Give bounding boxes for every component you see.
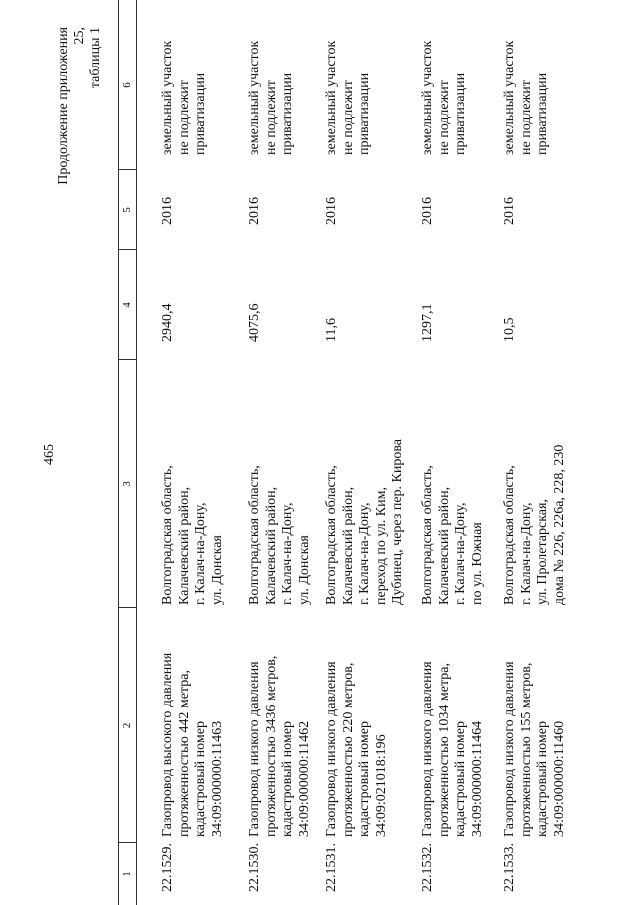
- object-name-line: протяженностью 442 метра,: [176, 670, 192, 837]
- continuation-line-1: Продолжение приложения 25,: [56, 27, 87, 185]
- address-line: г. Калач-на-Дону,: [453, 502, 468, 605]
- object-name: [420, 607, 486, 837]
- address-line: г. Калач-на-Дону,: [357, 502, 372, 605]
- header-col-4: 4: [121, 302, 133, 308]
- address-line: Калачевский район,: [176, 486, 192, 605]
- note-line: приватизации: [357, 72, 372, 155]
- note-line: не подлежит: [340, 80, 356, 155]
- object-name-line: Газопровод низкого давления: [502, 661, 517, 837]
- object-name-line: 34:09:000000:11464: [469, 720, 485, 837]
- object-name: [247, 607, 313, 837]
- header-col-1: 1: [121, 871, 133, 877]
- object-address: [420, 375, 486, 605]
- note-line: земельный участок: [502, 40, 517, 155]
- header-col-5: 5: [121, 207, 133, 213]
- area-value: 10,5: [502, 317, 517, 342]
- row-number: 22.1530.: [247, 843, 262, 892]
- year-value: 2016: [324, 197, 339, 225]
- note-line: не подлежит: [518, 80, 534, 155]
- address-line: Волгоградская область,: [160, 465, 175, 605]
- address-line: Волгоградская область,: [247, 465, 262, 605]
- object-name-line: кадастровый номер: [453, 721, 468, 837]
- object-name-line: Газопровод низкого давления: [247, 661, 262, 837]
- note: [502, 25, 552, 155]
- address-line: Волгоградская область,: [502, 465, 517, 605]
- address-line: Дубинец, через пер. Кирова: [390, 438, 405, 605]
- continuation-line-2: таблицы 1: [88, 27, 103, 89]
- row-number: 22.1532.: [420, 843, 435, 892]
- address-line: по ул. Южная: [469, 522, 485, 605]
- area-value: 1297,1: [420, 303, 435, 342]
- address-line: г. Калач-на-Дону,: [193, 502, 208, 605]
- object-address: [502, 375, 568, 605]
- note: [247, 25, 297, 155]
- note-line: приватизации: [193, 72, 208, 155]
- continuation-note: [56, 27, 104, 187]
- object-address: [247, 375, 313, 605]
- object-address: [324, 375, 407, 605]
- year-value: 2016: [247, 197, 262, 225]
- address-line: г. Калач-на-Дону,: [280, 502, 295, 605]
- note-line: не подлежит: [436, 80, 452, 155]
- area-value: 4075,6: [247, 303, 262, 342]
- address-line: дома № 226, 226а, 228, 230: [551, 444, 567, 605]
- note-line: земельный участок: [160, 40, 175, 155]
- address-line: ул. Донская: [209, 535, 225, 605]
- address-line: Калачевский район,: [340, 486, 356, 605]
- object-name-line: кадастровый номер: [280, 721, 295, 837]
- address-line: Калачевский район,: [436, 486, 452, 605]
- note-line: земельный участок: [420, 40, 435, 155]
- object-name-line: Газопровод низкого давления: [420, 661, 435, 837]
- note-line: не подлежит: [176, 80, 192, 155]
- note-line: приватизации: [453, 72, 468, 155]
- address-line: Волгоградская область,: [420, 465, 435, 605]
- row-number: 22.1531.: [324, 843, 339, 892]
- year-value: 2016: [160, 197, 175, 225]
- row-number: 22.1533.: [502, 843, 517, 892]
- area-value: 11,6: [324, 318, 339, 342]
- object-name: [160, 607, 226, 837]
- object-name-line: 34:09:000000:11462: [296, 720, 312, 837]
- object-name: [324, 607, 390, 837]
- object-name-line: Газопровод низкого давления: [324, 661, 339, 837]
- area-value: 2940,4: [160, 303, 175, 342]
- note-line: приватизации: [280, 72, 295, 155]
- note: [324, 25, 374, 155]
- address-line: переход по ул. Ким,: [373, 487, 389, 605]
- note-line: земельный участок: [324, 40, 339, 155]
- object-name-line: протяженностью 1034 метра,: [436, 663, 452, 837]
- object-address: [160, 375, 226, 605]
- header-col-3: 3: [121, 481, 133, 487]
- page-number: 465: [42, 444, 57, 465]
- year-value: 2016: [420, 197, 435, 225]
- object-name: [502, 607, 568, 837]
- object-name-line: 34:09:021018:196: [373, 734, 389, 837]
- object-name-line: протяженностью 220 метров,: [340, 662, 356, 837]
- header-bottom-rule: [136, 0, 137, 905]
- object-name-line: протяженностью 155 метров,: [518, 662, 534, 837]
- address-line: Волгоградская область,: [324, 465, 339, 605]
- address-line: ул. Пролетарская,: [535, 499, 550, 605]
- header-col-2: 2: [121, 722, 133, 729]
- object-name-line: протяженностью 3436 метров,: [263, 655, 279, 837]
- note-line: земельный участок: [247, 40, 262, 155]
- address-line: ул. Донская: [296, 535, 312, 605]
- object-name-line: 34:09:000000:11463: [209, 720, 225, 837]
- note-line: не подлежит: [263, 80, 279, 155]
- object-name-line: кадастровый номер: [357, 721, 372, 837]
- object-name-line: кадастровый номер: [193, 721, 208, 837]
- year-value: 2016: [502, 197, 517, 225]
- header-col-6: 6: [121, 82, 133, 88]
- note: [160, 25, 210, 155]
- object-name-line: кадастровый номер: [535, 721, 550, 837]
- note: [420, 25, 470, 155]
- object-name-line: 34:09:000000:11460: [551, 720, 567, 837]
- row-number: 22.1529.: [160, 843, 175, 892]
- note-line: приватизации: [535, 72, 550, 155]
- object-name-line: Газопровод высокого давления: [160, 652, 175, 837]
- address-line: Калачевский район,: [263, 486, 279, 605]
- address-line: г. Калач-на-Дону,: [518, 502, 534, 605]
